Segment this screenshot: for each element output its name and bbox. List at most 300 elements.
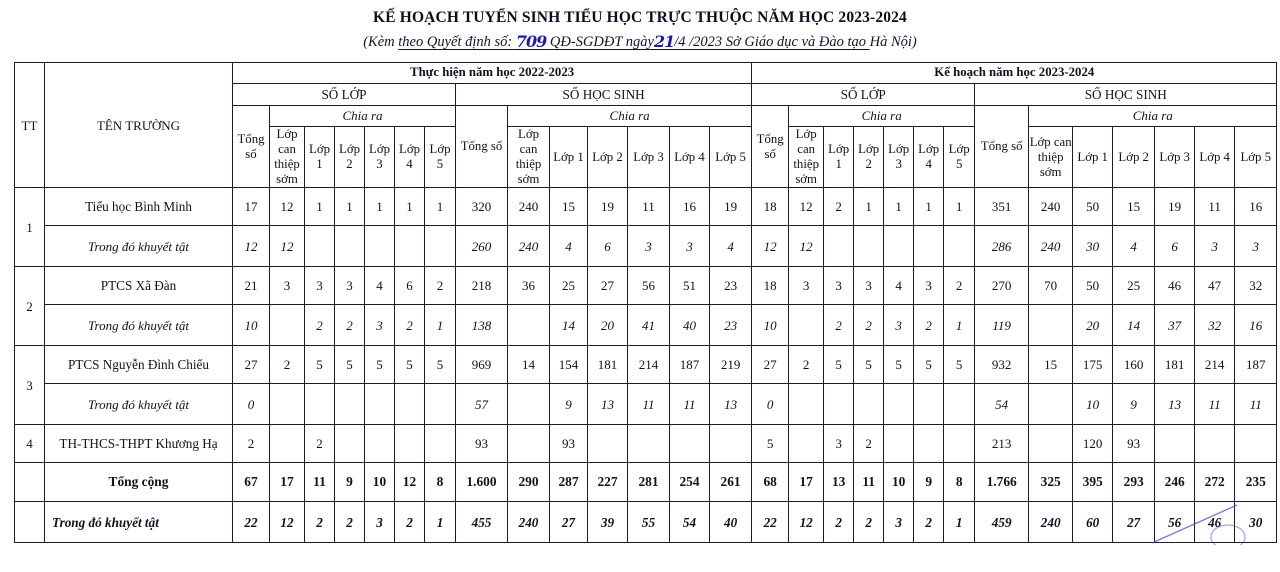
header-actual-classes-g1: Lớp 1 (305, 127, 335, 188)
row-index: 2 (15, 267, 45, 346)
header-plan-classes-g2: Lớp 2 (854, 127, 884, 188)
disabled-subrow-label: Trong đó khuyết tật (45, 305, 233, 346)
table-cell-value: 18 (752, 267, 789, 305)
table-cell-value: 3 (824, 267, 854, 305)
table-cell-value: 23 (710, 305, 752, 346)
table-cell-value: 0 (752, 384, 789, 425)
table-row-disabled (15, 384, 1277, 425)
header-actual-classes-g3: Lớp 3 (365, 127, 395, 188)
table-cell-value (944, 384, 975, 425)
table-cell-value: 56 (628, 267, 670, 305)
subtitle-city: Hà Nội) (869, 34, 917, 50)
table-cell-value: 1 (335, 188, 365, 226)
table-cell-value: 27 (588, 267, 628, 305)
table-cell-value: 351 (975, 188, 1029, 226)
header-plan-classes-early: Lớp can thiệp sớm (789, 127, 824, 188)
table-cell-value: 235 (1235, 463, 1277, 502)
table-cell-value: 240 (1029, 502, 1073, 543)
table-cell-value (395, 425, 425, 463)
table-cell-value: 37 (1155, 305, 1195, 346)
enrollment-table-container (14, 62, 1272, 543)
table-cell-value: 3 (628, 226, 670, 267)
table-cell-value: 6 (395, 267, 425, 305)
table-cell-value: 12 (752, 226, 789, 267)
table-cell-value (335, 226, 365, 267)
table-cell-value: 3 (884, 502, 914, 543)
row-index: 1 (15, 188, 45, 267)
table-cell-value: 23 (710, 267, 752, 305)
table-cell-value (1235, 425, 1277, 463)
table-cell-value: 240 (508, 188, 550, 226)
table-cell-value: 2 (425, 267, 456, 305)
table-cell-value: 13 (1155, 384, 1195, 425)
table-row (15, 346, 1277, 384)
school-name: PTCS Xã Đàn (45, 267, 233, 305)
table-cell-value: 46 (1195, 502, 1235, 543)
table-cell-value: 2 (854, 502, 884, 543)
table-cell-value: 240 (1029, 226, 1073, 267)
table-cell-value: 2 (395, 502, 425, 543)
table-cell-value: 10 (365, 463, 395, 502)
table-cell-value: 25 (1113, 267, 1155, 305)
disabled-subrow-label: Trong đó khuyết tật (45, 226, 233, 267)
table-cell-value (1155, 425, 1195, 463)
table-cell-value (1029, 305, 1073, 346)
table-cell-value: 227 (588, 463, 628, 502)
table-cell-value (854, 384, 884, 425)
table-cell-value: 2 (395, 305, 425, 346)
table-cell-value: 213 (975, 425, 1029, 463)
table-cell-value: 4 (710, 226, 752, 267)
header-plan-classes-g4: Lớp 4 (914, 127, 944, 188)
table-cell-value: 9 (550, 384, 588, 425)
table-cell-value (824, 384, 854, 425)
table-cell-value: 3 (854, 267, 884, 305)
table-cell-value: 281 (628, 463, 670, 502)
table-cell-value: 93 (1113, 425, 1155, 463)
table-cell-value: 1.766 (975, 463, 1029, 502)
table-cell-value: 12 (789, 226, 824, 267)
school-name: PTCS Nguyễn Đình Chiểu (45, 346, 233, 384)
table-row (15, 188, 1277, 226)
table-cell-value: 60 (1073, 502, 1113, 543)
table-cell-value: 12 (233, 226, 270, 267)
header-plan-students-g3: Lớp 3 (1155, 127, 1195, 188)
table-cell-value: 3 (365, 502, 395, 543)
table-cell-value: 4 (884, 267, 914, 305)
header-plan-classes-g5: Lớp 5 (944, 127, 975, 188)
table-cell-value: 4 (1113, 226, 1155, 267)
table-cell-value: 19 (710, 188, 752, 226)
table-cell-value: 8 (944, 463, 975, 502)
header-plan-students-g1: Lớp 1 (1073, 127, 1113, 188)
header-actual-students-g5: Lớp 5 (710, 127, 752, 188)
table-row (15, 425, 1277, 463)
table-cell-value (305, 384, 335, 425)
table-cell-value (508, 384, 550, 425)
table-cell-value: 187 (1235, 346, 1277, 384)
table-cell-value: 286 (975, 226, 1029, 267)
table-cell-value (1029, 384, 1073, 425)
table-cell-value: 10 (884, 463, 914, 502)
table-cell-value: 11 (628, 384, 670, 425)
table-cell-value: 5 (944, 346, 975, 384)
table-cell-value: 6 (1155, 226, 1195, 267)
table-cell-value: 55 (628, 502, 670, 543)
row-index: 3 (15, 346, 45, 425)
table-cell-value: 19 (1155, 188, 1195, 226)
header-chia-ra-plan-classes: Chia ra (789, 106, 975, 127)
table-cell-value: 4 (365, 267, 395, 305)
table-cell-value: 27 (752, 346, 789, 384)
table-cell-value: 9 (914, 463, 944, 502)
table-cell-value: 3 (305, 267, 335, 305)
table-cell-value: 932 (975, 346, 1029, 384)
totals-label: Tổng cộng (45, 463, 233, 502)
totals-row (15, 463, 1277, 502)
header-actual-students-g2: Lớp 2 (588, 127, 628, 188)
table-cell-value (508, 425, 550, 463)
table-cell-value (854, 226, 884, 267)
table-cell-value: 3 (335, 267, 365, 305)
table-cell-value: 1.600 (456, 463, 508, 502)
table-cell-value: 325 (1029, 463, 1073, 502)
header-actual-classes-early: Lớp can thiệp sớm (270, 127, 305, 188)
table-cell-value: 240 (1029, 188, 1073, 226)
table-cell-value: 17 (789, 463, 824, 502)
table-cell-value: 54 (975, 384, 1029, 425)
table-cell-value: 2 (335, 305, 365, 346)
table-cell-value (365, 425, 395, 463)
table-cell-value: 2 (270, 346, 305, 384)
table-cell-value: 2 (824, 305, 854, 346)
table-cell-value (335, 425, 365, 463)
table-cell-value: 13 (824, 463, 854, 502)
table-cell-value: 3 (1195, 226, 1235, 267)
header-plan-students-total: Tổng số (975, 106, 1029, 188)
totals-disabled-row-index (15, 502, 45, 543)
header-group-actual: Thực hiện năm học 2022-2023 (233, 63, 752, 84)
table-cell-value: 2 (789, 346, 824, 384)
table-cell-value (365, 226, 395, 267)
table-cell-value (365, 384, 395, 425)
header-group-plan: Kế hoạch năm học 2023-2024 (752, 63, 1277, 84)
table-cell-value (914, 425, 944, 463)
table-cell-value: 138 (456, 305, 508, 346)
table-cell-value: 1 (944, 305, 975, 346)
table-cell-value: 3 (270, 267, 305, 305)
table-cell-value: 2 (305, 305, 335, 346)
table-cell-value: 15 (1029, 346, 1073, 384)
table-cell-value: 2 (824, 188, 854, 226)
table-cell-value: 70 (1029, 267, 1073, 305)
table-cell-value: 22 (752, 502, 789, 543)
table-cell-value: 11 (305, 463, 335, 502)
table-cell-value (789, 384, 824, 425)
table-cell-value: 246 (1155, 463, 1195, 502)
table-cell-value: 39 (588, 502, 628, 543)
table-cell-value: 93 (550, 425, 588, 463)
table-cell-value: 3 (1235, 226, 1277, 267)
header-plan-classes-g1: Lớp 1 (824, 127, 854, 188)
table-cell-value: 395 (1073, 463, 1113, 502)
table-cell-value: 54 (670, 502, 710, 543)
table-cell-value: 14 (508, 346, 550, 384)
table-cell-value: 16 (1235, 305, 1277, 346)
table-cell-value: 5 (854, 346, 884, 384)
table-cell-value: 40 (670, 305, 710, 346)
table-cell-value: 2 (854, 425, 884, 463)
table-cell-value: 293 (1113, 463, 1155, 502)
table-cell-value: 3 (884, 305, 914, 346)
table-cell-value: 1 (884, 188, 914, 226)
table-cell-value: 22 (233, 502, 270, 543)
table-cell-value: 5 (365, 346, 395, 384)
subtitle-decision-label: theo Quyết định số: (398, 34, 513, 50)
table-cell-value: 5 (395, 346, 425, 384)
table-cell-value: 19 (588, 188, 628, 226)
header-plan-classes-total: Tổng số (752, 106, 789, 188)
table-cell-value: 57 (456, 384, 508, 425)
table-cell-value (628, 425, 670, 463)
table-cell-value: 287 (550, 463, 588, 502)
table-cell-value: 5 (914, 346, 944, 384)
table-cell-value: 20 (1073, 305, 1113, 346)
table-cell-value: 272 (1195, 463, 1235, 502)
header-actual-classes: SỐ LỚP (233, 84, 456, 106)
table-cell-value: 181 (1155, 346, 1195, 384)
table-cell-value: 119 (975, 305, 1029, 346)
table-cell-value (508, 305, 550, 346)
table-cell-value (305, 226, 335, 267)
table-cell-value (944, 226, 975, 267)
table-cell-value: 1 (395, 188, 425, 226)
table-cell-value: 3 (365, 305, 395, 346)
table-cell-value (395, 226, 425, 267)
table-cell-value: 214 (628, 346, 670, 384)
table-cell-value: 9 (1113, 384, 1155, 425)
table-cell-value: 240 (508, 502, 550, 543)
table-cell-value: 40 (710, 502, 752, 543)
table-cell-value: 12 (789, 502, 824, 543)
table-cell-value: 12 (270, 502, 305, 543)
table-cell-value: 30 (1235, 502, 1277, 543)
table-cell-value: 120 (1073, 425, 1113, 463)
enrollment-plan-table (14, 62, 1277, 543)
table-cell-value: 68 (752, 463, 789, 502)
table-cell-value: 270 (975, 267, 1029, 305)
table-cell-value: 1 (944, 502, 975, 543)
table-cell-value: 14 (1113, 305, 1155, 346)
handwritten-day: 21 (653, 32, 675, 51)
table-cell-value: 11 (1235, 384, 1277, 425)
header-actual-classes-g5: Lớp 5 (425, 127, 456, 188)
table-cell-value: 455 (456, 502, 508, 543)
table-cell-value: 36 (508, 267, 550, 305)
header-plan-classes-g3: Lớp 3 (884, 127, 914, 188)
table-cell-value: 3 (670, 226, 710, 267)
table-cell-value: 2 (944, 267, 975, 305)
table-cell-value: 17 (233, 188, 270, 226)
table-row-disabled (15, 305, 1277, 346)
table-cell-value: 12 (395, 463, 425, 502)
table-cell-value: 30 (1073, 226, 1113, 267)
header-plan-students-g5: Lớp 5 (1235, 127, 1277, 188)
table-cell-value: 459 (975, 502, 1029, 543)
header-actual-classes-total: Tổng số (233, 106, 270, 188)
table-cell-value: 0 (233, 384, 270, 425)
table-cell-value: 21 (233, 267, 270, 305)
table-cell-value: 20 (588, 305, 628, 346)
table-cell-value: 1 (944, 188, 975, 226)
table-cell-value (425, 226, 456, 267)
table-cell-value: 93 (456, 425, 508, 463)
school-name: TH-THCS-THPT Khương Hạ (45, 425, 233, 463)
table-cell-value (884, 226, 914, 267)
table-cell-value (270, 384, 305, 425)
table-cell-value: 290 (508, 463, 550, 502)
table-cell-value (670, 425, 710, 463)
table-cell-value (944, 425, 975, 463)
table-row-disabled (15, 226, 1277, 267)
table-cell-value: 1 (854, 188, 884, 226)
table-cell-value (335, 384, 365, 425)
table-cell-value: 5 (335, 346, 365, 384)
table-cell-value: 1 (425, 188, 456, 226)
table-cell-value: 12 (270, 188, 305, 226)
table-cell-value: 10 (1073, 384, 1113, 425)
subtitle-decision-org: QĐ-SGDĐT ngày (549, 34, 654, 50)
header-actual-students: SỐ HỌC SINH (456, 84, 752, 106)
table-cell-value: 18 (752, 188, 789, 226)
table-cell-value: 219 (710, 346, 752, 384)
totals-disabled-label: Trong đó khuyết tật (45, 502, 233, 543)
table-cell-value: 8 (425, 463, 456, 502)
header-tt: TT (15, 63, 45, 188)
header-plan-students-g4: Lớp 4 (1195, 127, 1235, 188)
table-cell-value: 260 (456, 226, 508, 267)
table-cell-value: 5 (752, 425, 789, 463)
header-actual-students-g4: Lớp 4 (670, 127, 710, 188)
table-cell-value: 13 (588, 384, 628, 425)
header-actual-classes-g4: Lớp 4 (395, 127, 425, 188)
table-body (15, 188, 1277, 543)
table-cell-value: 6 (588, 226, 628, 267)
table-cell-value: 14 (550, 305, 588, 346)
table-cell-value: 15 (550, 188, 588, 226)
header-plan-students-g2: Lớp 2 (1113, 127, 1155, 188)
header-plan-students-early: Lớp can thiệp sớm (1029, 127, 1073, 188)
table-cell-value: 4 (550, 226, 588, 267)
table-cell-value (270, 425, 305, 463)
table-cell-value: 27 (550, 502, 588, 543)
header-school-name: TÊN TRƯỜNG (45, 63, 233, 188)
table-cell-value (710, 425, 752, 463)
school-name: Tiểu học Bình Minh (45, 188, 233, 226)
table-cell-value: 41 (628, 305, 670, 346)
table-cell-value: 67 (233, 463, 270, 502)
table-cell-value: 160 (1113, 346, 1155, 384)
table-cell-value: 5 (305, 346, 335, 384)
table-cell-value: 320 (456, 188, 508, 226)
table-cell-value: 240 (508, 226, 550, 267)
table-cell-value: 175 (1073, 346, 1113, 384)
totals-row-index (15, 463, 45, 502)
table-cell-value: 2 (824, 502, 854, 543)
table-cell-value: 214 (1195, 346, 1235, 384)
table-cell-value (914, 226, 944, 267)
totals-disabled-row (15, 502, 1277, 543)
page-title: KẾ HOẠCH TUYỂN SINH TIỂU HỌC TRỰC THUỘC NĂM HỌC 2023-2024 (373, 9, 907, 26)
table-cell-value: 181 (588, 346, 628, 384)
subtitle-open: (Kèm (363, 34, 395, 50)
table-cell-value: 12 (789, 188, 824, 226)
table-cell-value: 3 (789, 267, 824, 305)
table-cell-value: 11 (1195, 384, 1235, 425)
handwritten-decision-number: 709 (515, 32, 547, 51)
table-cell-value (914, 384, 944, 425)
table-cell-value: 32 (1235, 267, 1277, 305)
table-cell-value (270, 305, 305, 346)
table-cell-value: 1 (914, 188, 944, 226)
table-cell-value: 5 (425, 346, 456, 384)
table-cell-value (884, 425, 914, 463)
header-plan-classes: SỐ LỚP (752, 84, 975, 106)
table-cell-value (425, 384, 456, 425)
document-subtitle (0, 31, 1280, 51)
table-cell-value (789, 425, 824, 463)
table-cell-value: 47 (1195, 267, 1235, 305)
table-cell-value: 218 (456, 267, 508, 305)
table-cell-value: 16 (1235, 188, 1277, 226)
table-cell-value: 32 (1195, 305, 1235, 346)
header-actual-students-g3: Lớp 3 (628, 127, 670, 188)
table-cell-value: 1 (365, 188, 395, 226)
table-cell-value: 56 (1155, 502, 1195, 543)
table-cell-value: 3 (914, 267, 944, 305)
table-cell-value: 51 (670, 267, 710, 305)
table-cell-value: 154 (550, 346, 588, 384)
table-cell-value: 2 (914, 305, 944, 346)
table-cell-value: 25 (550, 267, 588, 305)
table-cell-value: 261 (710, 463, 752, 502)
table-cell-value: 2 (305, 425, 335, 463)
table-cell-value: 11 (1195, 188, 1235, 226)
table-row (15, 267, 1277, 305)
header-plan-students: SỐ HỌC SINH (975, 84, 1277, 106)
header-actual-classes-g2: Lớp 2 (335, 127, 365, 188)
header-actual-students-total: Tổng số (456, 106, 508, 188)
table-cell-value: 9 (335, 463, 365, 502)
table-cell-value: 2 (305, 502, 335, 543)
table-cell-value (425, 425, 456, 463)
disabled-subrow-label: Trong đó khuyết tật (45, 384, 233, 425)
table-cell-value: 11 (670, 384, 710, 425)
table-cell-value: 1 (305, 188, 335, 226)
table-cell-value: 10 (233, 305, 270, 346)
table-cell-value: 17 (270, 463, 305, 502)
table-cell-value: 13 (710, 384, 752, 425)
table-cell-value: 27 (1113, 502, 1155, 543)
table-cell-value: 2 (335, 502, 365, 543)
table-cell-value (1195, 425, 1235, 463)
header-actual-students-g1: Lớp 1 (550, 127, 588, 188)
table-cell-value (395, 384, 425, 425)
table-cell-value: 50 (1073, 188, 1113, 226)
table-cell-value: 11 (854, 463, 884, 502)
title-block (0, 0, 1280, 51)
row-index: 4 (15, 425, 45, 463)
